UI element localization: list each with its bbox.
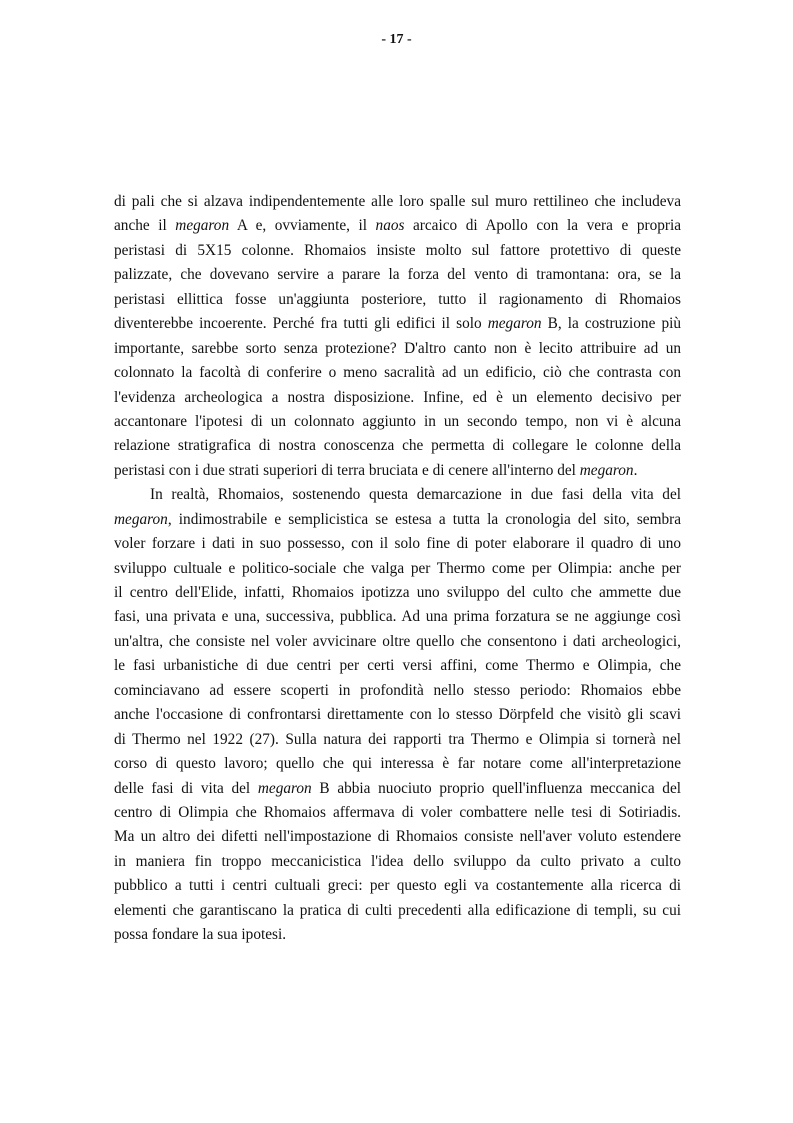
text-line (114, 581, 681, 605)
text-line (114, 899, 681, 923)
text-line (114, 288, 681, 312)
text-line (114, 459, 681, 483)
text-run: relazione stratigrafica di nostra conoscenza che permetta di collegare le colonne della (114, 437, 681, 455)
text-line (114, 801, 681, 825)
text-line (114, 214, 681, 238)
text-run: peristasi di 5X15 colonne. Rhomaios insiste molto sul fattore protettivo di queste (114, 241, 681, 259)
text-run: anche il (114, 217, 176, 235)
text-run: cominciavano ad essere scoperti in profondità nello stesso periodo: Rhomaios ebbe (114, 681, 681, 699)
text-run: un'altra, che consiste nel voler avvicinare oltre quello che consentono i dati archeologici, (114, 632, 681, 650)
text-line (114, 654, 681, 678)
body-text (114, 190, 681, 948)
text-line (114, 263, 681, 287)
text-line (114, 190, 681, 214)
text-run: voler forzare i dati in suo possesso, con il solo fine di poter elaborare il quadro di uno (114, 535, 681, 553)
text-line (114, 923, 681, 947)
text-run: B abbia nuociuto proprio quell'influenza meccanica del (311, 779, 681, 797)
text-run: fasi, una privata e una, successiva, pubblica. Ad una prima forzatura se ne aggiunge così (114, 608, 681, 626)
text-line (114, 361, 681, 385)
italic-term: naos (375, 217, 405, 235)
text-line (114, 337, 681, 361)
text-line (114, 825, 681, 849)
text-line (114, 508, 681, 532)
text-line (114, 703, 681, 727)
text-line (114, 777, 681, 801)
page-number: - 17 - (381, 32, 412, 47)
text-line (114, 874, 681, 898)
text-run: pubblico a tutti i centri cultuali greci: per questo egli va costantemente alla ricerca di (114, 877, 681, 895)
text-run: le fasi urbanistiche di due centri per certi versi affini, come Thermo e Olimpia, che (114, 657, 681, 675)
text-run: arcaico di Apollo con la vera e propria (404, 217, 681, 235)
text-line (114, 312, 681, 336)
text-run: il centro dell'Elide, infatti, Rhomaios ipotizza uno sviluppo del culto che ammette due (114, 584, 681, 601)
text-run: accantonare l'ipotesi di un colonnato aggiunto in un secondo tempo, non vi è alcuna (114, 412, 681, 430)
text-run: centro di Olimpia che Rhomaios affermava di voler combattere nelle tesi di Sotiriadis. (114, 803, 681, 821)
text-run: elementi che garantiscano la pratica di culti precedenti alla edificazione di templi, su cui (114, 901, 681, 919)
italic-term: megaron (175, 217, 230, 235)
text-run: delle fasi di vita del (114, 779, 258, 797)
text-line (114, 557, 681, 581)
text-run: possa fondare la sua ipotesi. (114, 926, 287, 944)
text-run: . (633, 461, 638, 479)
text-run: di pali che si alzava indipendentemente alle loro spalle sul muro rettilineo che includeva (114, 193, 681, 210)
text-run: peristasi ellittica fosse un'aggiunta posteriore, tutto il ragionamento di Rhomaios (114, 290, 681, 308)
italic-term: megaron (257, 779, 312, 797)
text-run: corso di questo lavoro; quello che qui interessa è far notare come all'interpretazione (114, 755, 681, 773)
italic-term: megaron (579, 461, 634, 479)
text-line (114, 386, 681, 410)
text-run: colonnato la facoltà di conferire o meno sacralità ad un edificio, ciò che contrasta con (114, 364, 681, 382)
text-line (114, 239, 681, 263)
text-line (114, 728, 681, 752)
text-run: diventerebbe incoerente. Perché fra tutti gli edifici il solo (114, 315, 488, 333)
text-line (114, 605, 681, 629)
text-line (114, 679, 681, 703)
text-line (114, 630, 681, 654)
text-run: importante, sarebbe sorto senza protezione? D'altro canto non è lecito attribuire ad un (114, 339, 681, 357)
text-run: peristasi con i due strati superiori di terra bruciata e di cenere all'interno del (114, 461, 580, 479)
text-run: In realtà, Rhomaios, sostenendo questa demarcazione in due fasi della vita del (150, 486, 681, 504)
text-run: in maniera fin troppo meccanicistica l'idea dello sviluppo da culto privato a culto (114, 852, 681, 870)
text-run: , indimostrabile e semplicistica se estesa a tutta la cronologia del sito, sembra (167, 510, 681, 528)
text-line (114, 410, 681, 434)
text-run: palizzate, che dovevano servire a parare la forza del vento di tramontana: ora, se la (114, 266, 681, 284)
text-run: l'evidenza archeologica a nostra disposizione. Infine, ed è un elemento decisivo per (114, 388, 681, 406)
italic-term: megaron (487, 315, 542, 333)
text-run: Ma un altro dei difetti nell'impostazione di Rhomaios consiste nell'aver voluto estendere (114, 828, 681, 846)
text-line (114, 434, 681, 458)
text-run: A e, ovviamente, il (229, 217, 376, 235)
text-run: anche l'occasione di confrontarsi direttamente con lo stesso Dörpfeld che visitò gli scavi (114, 706, 681, 724)
text-run: B, la costruzione più (541, 315, 681, 333)
text-line (114, 532, 681, 556)
text-line (114, 752, 681, 776)
italic-term: megaron (114, 510, 168, 528)
text-run: di Thermo nel 1922 (27). Sulla natura dei rapporti tra Thermo e Olimpia si tornerà nel (114, 730, 681, 748)
text-run: sviluppo cultuale e politico-sociale che valga per Thermo come per Olimpia: anche per (114, 559, 681, 577)
text-line (114, 850, 681, 874)
text-line (114, 483, 681, 507)
